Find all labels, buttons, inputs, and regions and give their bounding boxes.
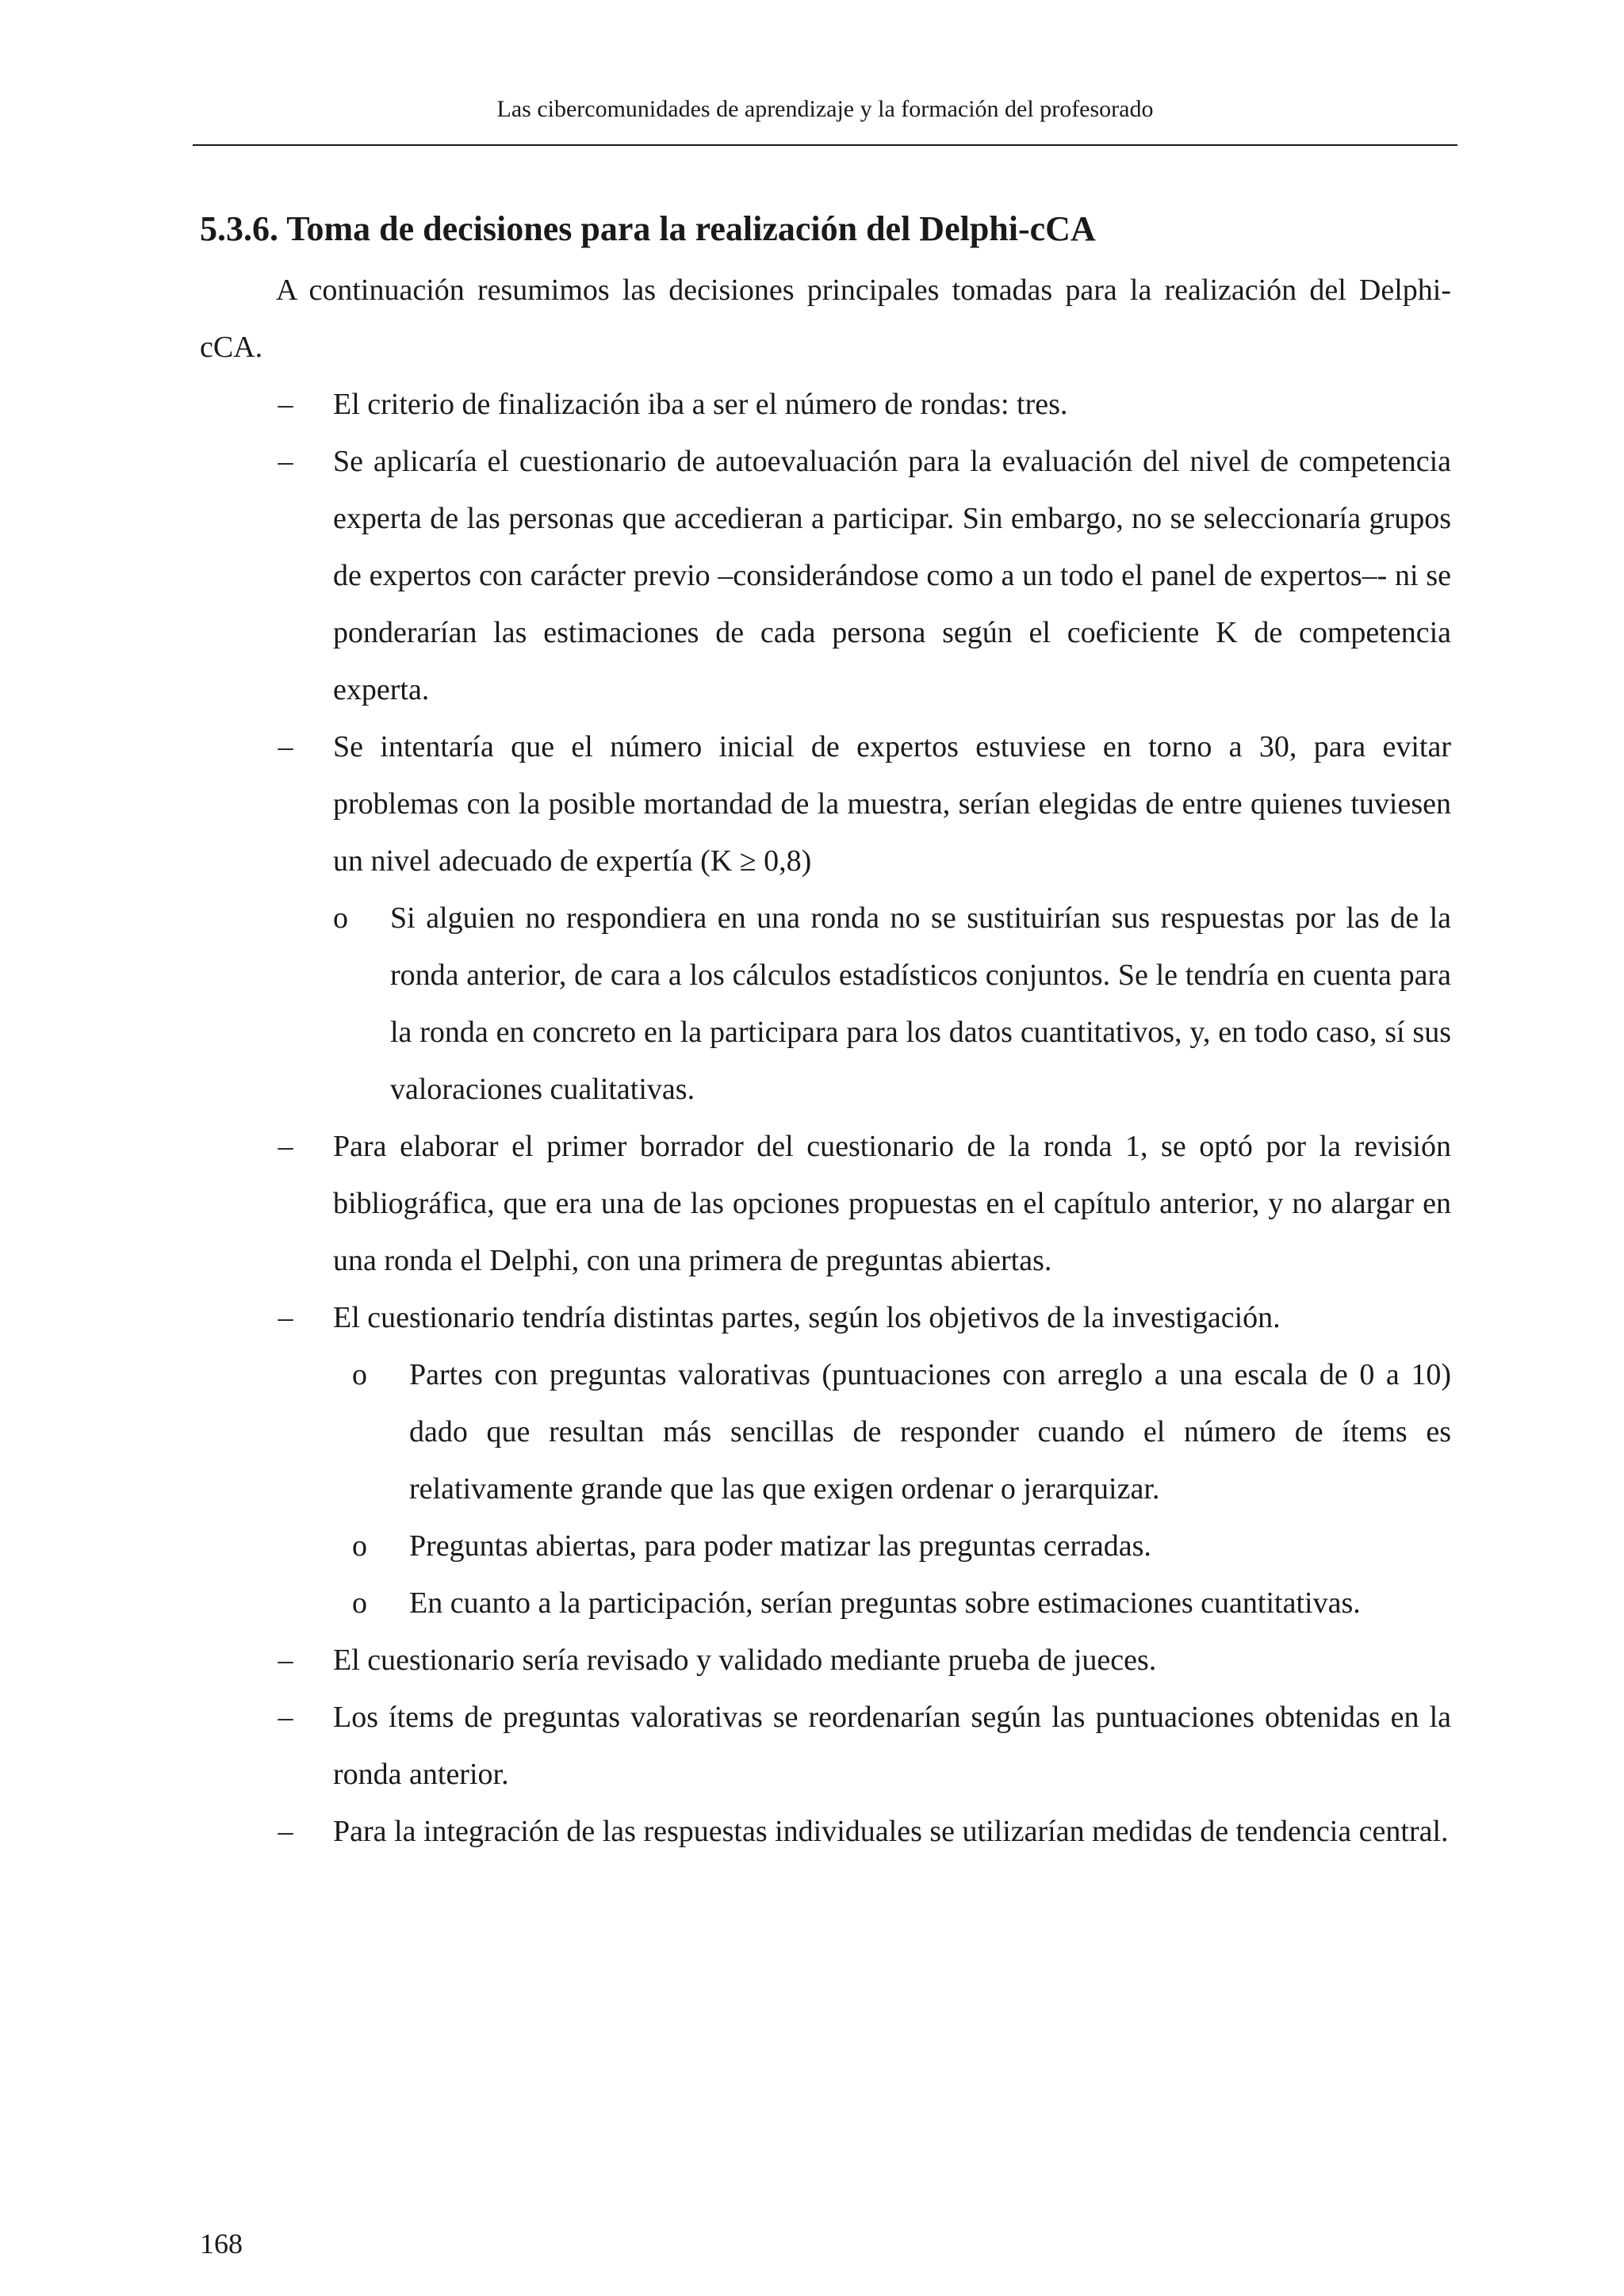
list-item-text: El cuestionario sería revisado y validado mediante prueba de jueces.: [333, 1644, 1157, 1677]
list-item-text: Para la integración de las respuestas individuales se utilizarían medidas de tendencia central.: [333, 1815, 1449, 1848]
page-content: [200, 205, 1451, 1860]
sub-list: [333, 1346, 1451, 1632]
list-item-text: El cuestionario tendría distintas partes, según los objetivos de la investigación.: [333, 1301, 1281, 1334]
list-item: [200, 1632, 1451, 1689]
list-item: [200, 1803, 1451, 1860]
sub-list-item-text: Partes con preguntas valorativas (puntuaciones con arreglo a una escala de 0 a 10) dado que resultan más sencillas de responder cuando el número de ítems es relativamente grande que las que exigen ordenar o jerarquizar.: [409, 1358, 1451, 1506]
sub-list-item: [333, 1575, 1451, 1632]
circle-bullet: o: [333, 901, 348, 935]
section-title: 5.3.6. Toma de decisiones para la realización del Delphi-cCA: [200, 209, 1096, 248]
sub-list-item-text: En cuanto a la participación, serían preguntas sobre estimaciones cuantitativas.: [409, 1586, 1361, 1620]
dash-bullet: –: [278, 445, 293, 478]
dash-bullet: –: [278, 730, 293, 763]
dash-bullet: –: [278, 388, 293, 421]
list-item-text: Para elaborar el primer borrador del cuestionario de la ronda 1, se optó por la revisión bibliográfica, que era una de las opciones propuestas en el capítulo anterior, y no alargar en una ronda el Delphi, con una primera de preguntas abiertas.: [333, 1130, 1451, 1277]
list-item-text: Se aplicaría el cuestionario de autoevaluación para la evaluación del nivel de competencia experta de las personas que accedieran a participar. Sin embargo, no se seleccionaría grupos de expertos con carácter previo –considerándose como a un todo el panel de expertos–- ni se ponderarían las estimaciones de cada persona según el coeficiente K de competencia experta.: [333, 445, 1451, 706]
running-header: Las cibercomunidades de aprendizaje y la formación del profesorado: [496, 96, 1154, 122]
list-item: [200, 376, 1451, 433]
sub-list-item: [333, 1517, 1451, 1575]
sub-list-item: [333, 890, 1451, 1118]
circle-bullet: o: [352, 1529, 367, 1563]
circle-bullet: o: [352, 1586, 367, 1620]
list-item: [200, 1118, 1451, 1289]
dash-bullet: –: [278, 1701, 293, 1734]
list-item: [200, 718, 1451, 1118]
dash-bullet: –: [278, 1644, 293, 1677]
dash-bullet: –: [278, 1130, 293, 1163]
sub-list: [333, 890, 1451, 1118]
list-item-text: El criterio de finalización iba a ser el número de rondas: tres.: [333, 388, 1068, 421]
page-number: 168: [200, 2228, 243, 2260]
decision-list: [200, 376, 1451, 1860]
dash-bullet: –: [278, 1301, 293, 1334]
list-item: [200, 1289, 1451, 1632]
dash-bullet: –: [278, 1815, 293, 1848]
sub-list-item: [333, 1346, 1451, 1517]
sub-list-item-text: Si alguien no respondiera en una ronda no se sustituirían sus respuestas por las de la ronda anterior, de cara a los cálculos estadísticos conjuntos. Se le tendría en cuenta para la ronda en concreto en la participara para los datos cuantitativos, y, en todo caso, sí sus valoraciones cualitativas.: [390, 901, 1451, 1106]
list-item: [200, 1689, 1451, 1803]
intro-paragraph: A continuación resumimos las decisiones principales tomadas para la realización del Delphi-cCA.: [200, 274, 1451, 364]
sub-list-item-text: Preguntas abiertas, para poder matizar las preguntas cerradas.: [409, 1529, 1151, 1563]
circle-bullet: o: [352, 1358, 367, 1391]
list-item: [200, 433, 1451, 718]
list-item-text: Los ítems de preguntas valorativas se reordenarían según las puntuaciones obtenidas en la ronda anterior.: [333, 1701, 1451, 1791]
header-rule: [193, 144, 1457, 146]
list-item-text: Se intentaría que el número inicial de expertos estuviese en torno a 30, para evitar problemas con la posible mortandad de la muestra, serían elegidas de entre quienes tuviesen un nivel adecuado de expertía (K ≥ 0,8): [333, 730, 1451, 878]
